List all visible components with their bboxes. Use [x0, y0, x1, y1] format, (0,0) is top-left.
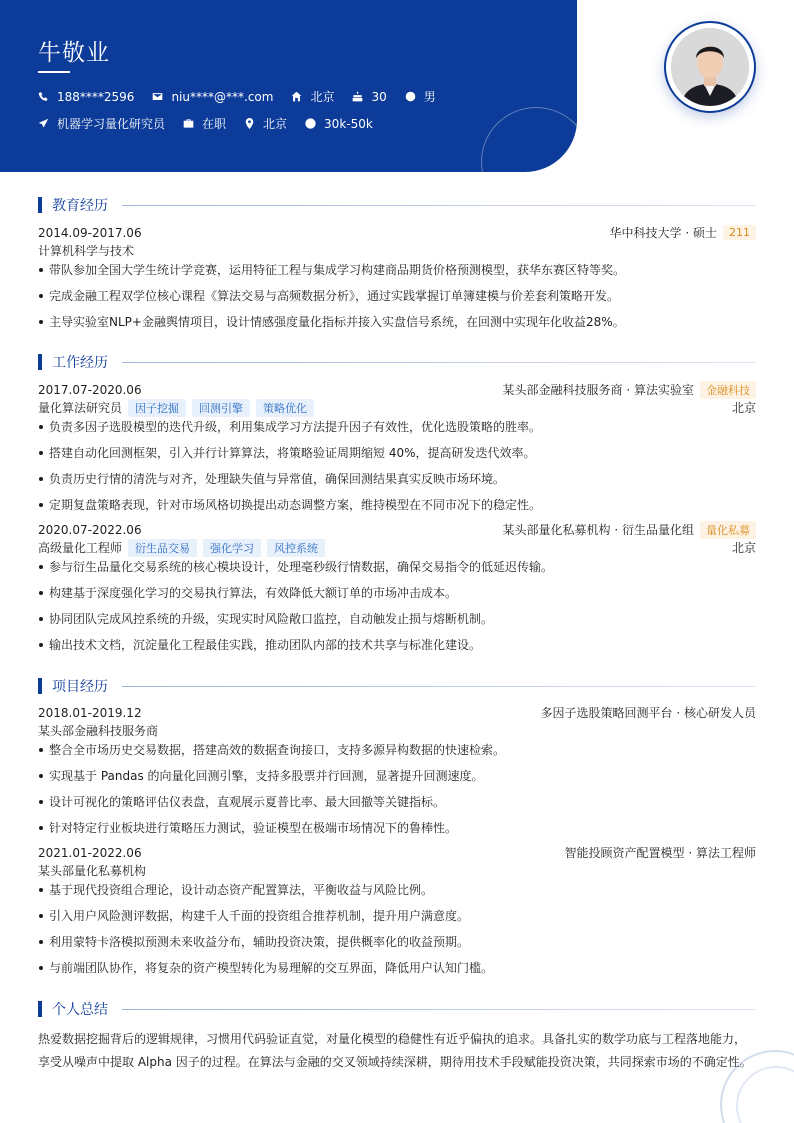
skill-tag: 策略优化 — [256, 399, 314, 417]
list-item: 完成金融工程双学位核心课程《算法交易与高频数据分析》，通过实践掌握订单簿建模与价差套利策略开发。 — [38, 288, 756, 305]
position-item — [38, 115, 165, 132]
project-header-row — [38, 844, 756, 861]
cake-icon — [352, 91, 363, 102]
header-banner — [0, 0, 577, 172]
work-city: 北京 — [731, 541, 756, 555]
section-title-summary: 个人总结 — [52, 1002, 108, 1018]
list-item: 与前端团队协作，将复杂的资产模型转化为易理解的交互界面，降低用户认知门槛。 — [38, 960, 756, 977]
avatar-photo — [671, 28, 749, 106]
project-header-row — [38, 704, 756, 721]
edu-major-row — [38, 242, 756, 259]
skill-tag: 因子挖掘 — [128, 399, 186, 417]
project-name: 智能投顾资产配置模型 · 算法工程师 — [564, 846, 756, 860]
list-item: 基于现代投资组合理论，设计动态资产配置算法，平衡收益与风险比例。 — [38, 882, 756, 899]
work-header-row — [38, 521, 756, 538]
list-item: 参与衍生品量化交易系统的核心模块设计，处理毫秒级行情数据，确保交易指令的低延迟传输。 — [38, 559, 756, 576]
skill-tag: 衍生品交易 — [128, 539, 197, 557]
work-company: 某头部金融科技服务商 · 算法实验室 — [502, 383, 694, 397]
list-item: 协同团队完成风控系统的升级，实现实时风险敞口监控，自动触发止损与熔断机制。 — [38, 611, 756, 628]
list-item: 设计可视化的策略评估仪表盘，直观展示夏普比率、最大回撤等关键指标。 — [38, 794, 756, 811]
city-text: 北京 — [310, 90, 335, 104]
work-title-row — [38, 399, 756, 416]
briefcase-icon — [183, 118, 194, 129]
list-item: 构建基于深度强化学习的交易执行算法，有效降低大额订单的市场冲击成本。 — [38, 585, 756, 602]
age-item — [352, 90, 386, 104]
gender-text: 男 — [423, 90, 436, 104]
salary-text: 30k-50k — [324, 116, 373, 131]
location-icon — [244, 118, 255, 129]
work-badge: 量化私募 — [700, 521, 756, 539]
edu-school: 华中科技大学 · 硕士 — [609, 226, 717, 240]
section-divider — [122, 686, 756, 687]
contact-row — [38, 88, 454, 105]
section-bar — [38, 1001, 42, 1017]
work-company: 某头部量化私募机构 · 衍生品量化组 — [502, 523, 694, 537]
work-title: 高级量化工程师 — [38, 541, 123, 555]
section-title-project: 项目经历 — [52, 679, 108, 695]
section-education — [38, 195, 756, 215]
salary-item — [305, 117, 373, 131]
section-project — [38, 676, 756, 696]
list-item: 整合全市场历史交易数据，搭建高效的数据查询接口，支持多源异构数据的快速检索。 — [38, 742, 756, 759]
section-bar — [38, 197, 42, 213]
gender-item — [405, 88, 436, 105]
project-period: 2021.01-2022.06 — [38, 845, 142, 860]
avatar — [671, 28, 749, 106]
project-org-row — [38, 862, 756, 879]
edu-period: 2014.09-2017.06 — [38, 225, 142, 240]
section-bar — [38, 354, 42, 370]
skill-tag: 回测引擎 — [192, 399, 250, 417]
section-summary — [38, 999, 756, 1019]
summary-text — [38, 1028, 756, 1074]
phone-icon — [38, 91, 49, 102]
skill-tag: 风控系统 — [267, 539, 325, 557]
project-org: 某头部量化私募机构 — [38, 864, 147, 878]
work-title: 量化算法研究员 — [38, 401, 123, 415]
email-text: niu****@***.com — [171, 89, 274, 104]
list-item: 负责历史行情的清洗与对齐，处理缺失值与异常值，确保回测结果真实反映市场环境。 — [38, 471, 756, 488]
mail-icon — [152, 91, 163, 102]
position-text: 机器学习量化研究员 — [57, 117, 166, 131]
list-item: 主导实验室NLP+金融舆情项目，设计情感强度量化指标并接入实盘信号系统，在回测中实现年化收益28%。 — [38, 314, 756, 331]
edu-header-row — [38, 224, 756, 241]
candidate-name: 牛敬业 — [38, 40, 110, 66]
section-work — [38, 352, 756, 372]
home-icon — [291, 91, 302, 102]
status-text: 在职 — [202, 117, 227, 131]
phone-item — [38, 90, 134, 104]
project-period: 2018.01-2019.12 — [38, 705, 142, 720]
list-item: 实现基于 Pandas 的向量化回测引擎，支持多股票并行回测，显著提升回测速度。 — [38, 768, 756, 785]
project-name: 多因子选股策略回测平台 · 核心研发人员 — [540, 706, 756, 720]
summary-line: 享受从噪声中提取 Alpha 因子的过程。在算法与金融的交叉领域持续深耕，期待用技术手段赋能投资决策，共同探索市场的不确定性。 — [38, 1055, 752, 1069]
city-item — [291, 88, 334, 105]
age-text: 30 — [371, 89, 387, 104]
list-item: 引入用户风险测评数据，构建千人千面的投资组合推荐机制，提升用户满意度。 — [38, 908, 756, 925]
edu-badge: 211 — [723, 225, 756, 240]
work-period: 2020.07-2022.06 — [38, 522, 142, 537]
section-bar — [38, 678, 42, 694]
skill-tag: 强化学习 — [203, 539, 261, 557]
project-org: 某头部金融科技服务商 — [38, 724, 159, 738]
gender-icon — [405, 91, 416, 102]
summary-line: 热爱数据挖掘背后的逻辑规律，习惯用代码验证直觉，对量化模型的稳健性有近乎偏执的追求。具备扎实的数学功底与工程落地能力， — [38, 1032, 747, 1046]
work-title-row — [38, 539, 756, 556]
list-item: 利用蒙特卡洛模拟预测未来收益分布，辅助投资决策，提供概率化的收益预期。 — [38, 934, 756, 951]
list-item: 带队参加全国大学生统计学竞赛，运用特征工程与集成学习构建商品期货价格预测模型，获华东赛区特等奖。 — [38, 262, 756, 279]
list-item: 针对特定行业板块进行策略压力测试，验证模型在极端市场情况下的鲁棒性。 — [38, 820, 756, 837]
send-icon — [38, 118, 49, 129]
intent-row — [38, 115, 391, 132]
status-item — [183, 115, 226, 132]
name-underline — [38, 71, 70, 73]
section-title-education: 教育经历 — [52, 198, 108, 214]
decorative-circle — [481, 107, 577, 172]
work-badge: 金融科技 — [700, 381, 756, 399]
edu-major: 计算机科学与技术 — [38, 244, 135, 258]
section-divider — [122, 362, 756, 363]
list-item: 定期复盘策略表现，针对市场风格切换提出动态调整方案，维持模型在不同市况下的稳定性。 — [38, 497, 756, 514]
section-title-work: 工作经历 — [52, 355, 108, 371]
money-icon — [305, 118, 316, 129]
email-item — [152, 90, 273, 104]
work-header-row — [38, 381, 756, 398]
intent-city-item — [244, 115, 287, 132]
section-divider — [122, 1009, 756, 1010]
phone-text: 188****2596 — [57, 89, 135, 104]
list-item: 搭建自动化回测框架，引入并行计算算法，将策略验证周期缩短 40%，提高研发迭代效率。 — [38, 445, 756, 462]
list-item: 输出技术文档，沉淀量化工程最佳实践，推动团队内部的技术共享与标准化建设。 — [38, 637, 756, 654]
section-divider — [122, 205, 756, 206]
work-period: 2017.07-2020.06 — [38, 382, 142, 397]
avatar-frame — [664, 21, 756, 113]
project-org-row — [38, 722, 756, 739]
work-city: 北京 — [731, 401, 756, 415]
list-item: 负责多因子选股模型的迭代升级，利用集成学习方法提升因子有效性，优化选股策略的胜率。 — [38, 419, 756, 436]
intent-city-text: 北京 — [263, 117, 288, 131]
